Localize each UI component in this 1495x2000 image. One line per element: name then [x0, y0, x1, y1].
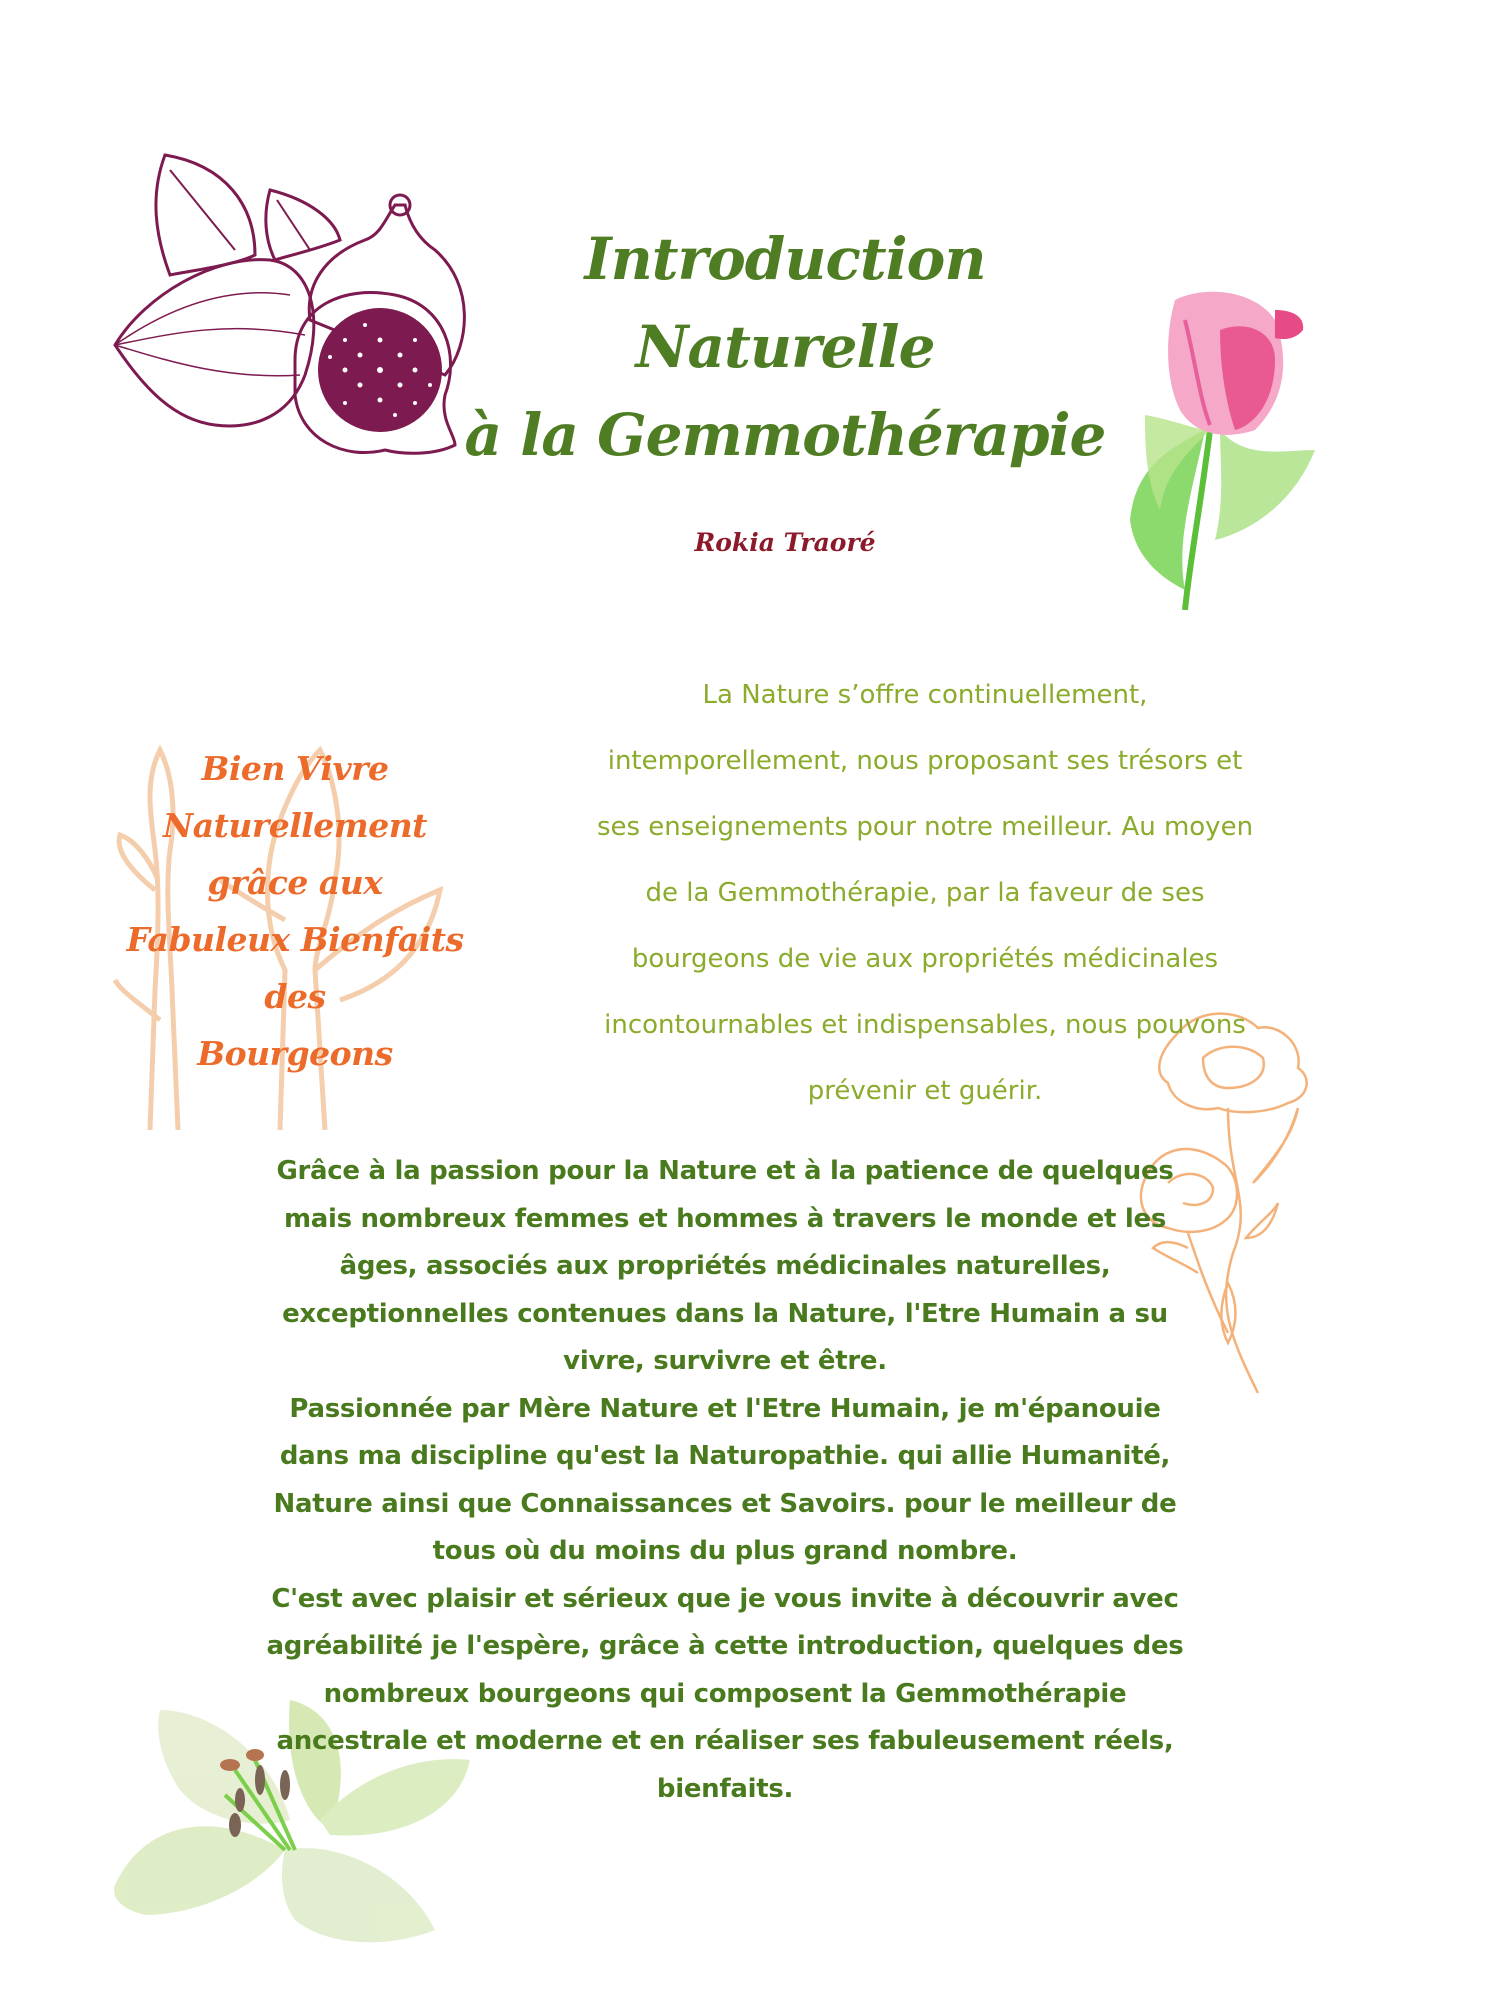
body-line: C'est avec plaisir et sérieux que je vous invite à découvrir avec: [271, 1583, 1179, 1614]
tagline: [100, 740, 490, 1082]
body-line: dans ma discipline qu'est la Naturopathie. qui allie Humanité,: [279, 1441, 1171, 1471]
title-line: Introduction: [584, 225, 986, 293]
fig-icon: [105, 145, 485, 475]
title-line: Naturelle: [635, 313, 935, 381]
document-title: [440, 215, 1130, 479]
title-line: à la Gemmothérapie: [464, 401, 1106, 469]
intro-line: intemporellement, nous proposant ses trésors et: [607, 746, 1243, 776]
body-line: tous où du moins du plus grand nombre.: [432, 1536, 1018, 1566]
intro-line: de la Gemmothérapie, par la faveur de ses: [645, 878, 1205, 908]
body-line: nombreux bourgeons qui composent la Gemmothérapie: [323, 1678, 1127, 1709]
tagline-line: Bourgeons: [197, 1034, 393, 1073]
body-line: mais nombreux femmes et hommes à travers le monde et les: [283, 1203, 1167, 1234]
body-line: âges, associés aux propriétés médicinales naturelles,: [339, 1251, 1111, 1281]
intro-line: La Nature s’offre continuellement,: [702, 680, 1148, 710]
intro-line: incontournables et indispensables, nous pouvons: [604, 1010, 1246, 1040]
body-line: Nature ainsi que Connaissances et Savoirs. pour le meilleur de: [273, 1488, 1177, 1519]
author-name: Rokia Traoré: [694, 528, 876, 557]
tagline-line: Fabuleux Bienfaits: [126, 920, 464, 959]
tagline-line: Bien Vivre: [201, 749, 389, 788]
intro-line: bourgeons de vie aux propriétés médicinales: [631, 944, 1219, 974]
tagline-line: Naturellement: [163, 806, 427, 845]
body-line: Grâce à la passion pour la Nature et à la patience de quelques: [276, 1156, 1174, 1186]
body-line: ancestrale et moderne et en réaliser ses fabuleusement réels,: [276, 1726, 1174, 1756]
body-line: Passionnée par Mère Nature et l'Etre Humain, je m'épanouie: [289, 1393, 1161, 1424]
rose-icon: [1125, 280, 1320, 610]
pink-rose-illustration: [1125, 280, 1320, 610]
intro-line: prévenir et guérir.: [807, 1076, 1043, 1106]
tagline-line: grâce aux: [207, 863, 383, 902]
body-line: vivre, survivre et être.: [563, 1346, 887, 1376]
fig-illustration: [105, 145, 485, 475]
body-paragraph: [190, 1148, 1260, 1813]
body-line: exceptionnelles contenues dans la Nature, l'Etre Humain a su: [282, 1298, 1168, 1329]
body-line: bienfaits.: [656, 1773, 794, 1804]
tagline-line: des: [264, 977, 326, 1016]
body-line: agréabilité je l'espère, grâce à cette introduction, quelques des: [266, 1631, 1184, 1661]
intro-line: ses enseignements pour notre meilleur. Au moyen: [596, 812, 1254, 842]
intro-paragraph: [510, 662, 1340, 1124]
